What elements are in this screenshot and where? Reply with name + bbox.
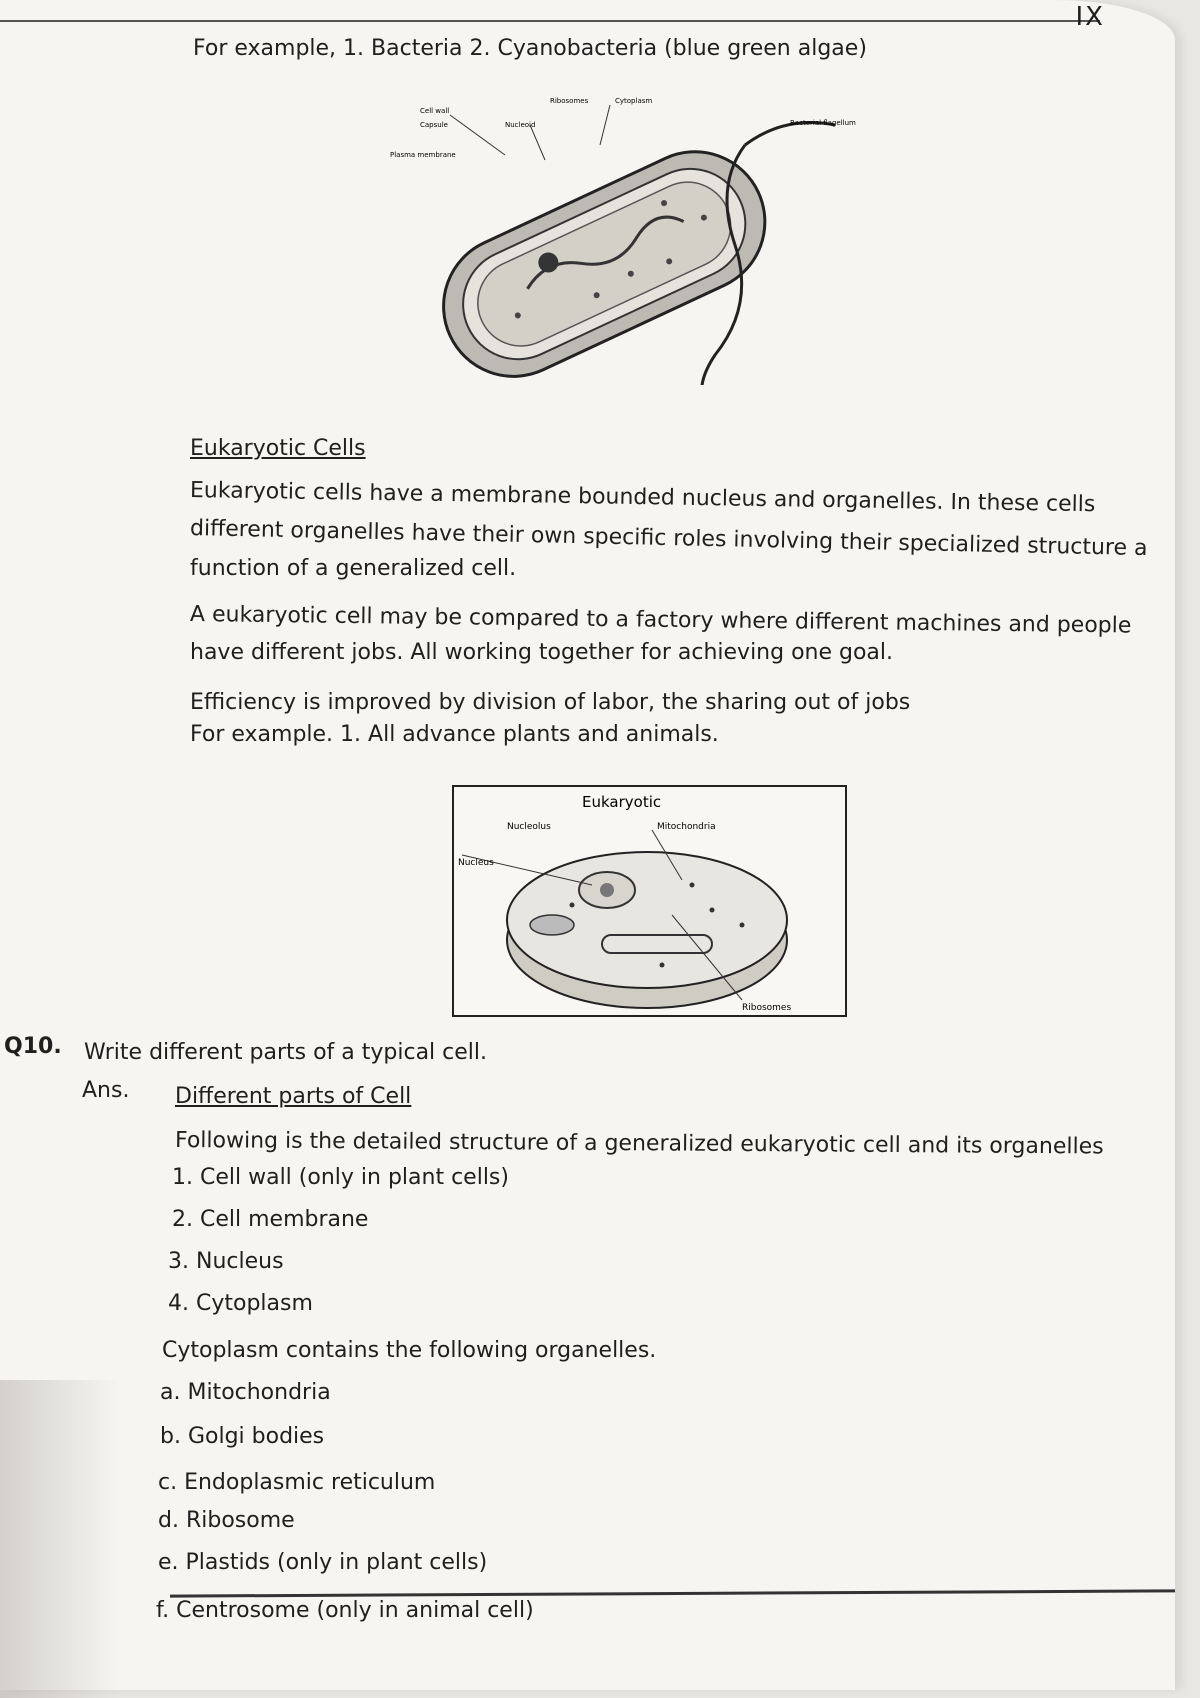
organelle-item: a. Mitochondria <box>160 1380 331 1405</box>
top-rule <box>0 20 1100 22</box>
organelle-item: c. Endoplasmic reticulum <box>158 1470 436 1495</box>
answer-intro: Following is the detailed structure of a generalized eukaryotic cell and its organelles <box>174 1128 1104 1160</box>
eukaryotic-cell-figure <box>452 785 847 1017</box>
part-item: 2. Cell membrane <box>172 1207 369 1232</box>
organelle-item: b. Golgi bodies <box>160 1424 325 1449</box>
label-capsule: Capsule <box>420 121 448 129</box>
label-nucleoid: Nucleoid <box>505 121 536 129</box>
label-cell-wall: Cell wall <box>420 107 450 115</box>
eukaryotic-para1-line1: Eukaryotic cells have a membrane bounded nucleus and organelles. In these cells <box>189 478 1096 518</box>
eukaryotic-para1-line2: different organelles have their own specific roles involving their specialized structure a <box>189 516 1148 562</box>
nucleolus <box>600 883 614 897</box>
label-nucleus: Nucleus <box>458 858 494 868</box>
question-number: Q10. <box>4 1034 62 1059</box>
prokaryotic-cell-figure <box>380 85 900 385</box>
part-item: 1. Cell wall (only in plant cells) <box>172 1165 509 1190</box>
mitochondrion <box>530 915 574 935</box>
eukaryotic-heading: Eukaryotic Cells <box>190 436 366 461</box>
part-item: 3. Nucleus <box>168 1249 284 1274</box>
eukaryotic-para2-line1: A eukaryotic cell may be compared to a factory where different machines and people <box>189 602 1132 639</box>
label-cytoplasm: Cytoplasm <box>615 97 653 105</box>
underline-rule <box>170 1589 1175 1597</box>
eukaryotic-para3: Efficiency is improved by division of labor, the sharing out of jobs <box>190 690 911 715</box>
cytoplasm-intro: Cytoplasm contains the following organelles. <box>162 1338 657 1363</box>
answer-label: Ans. <box>82 1078 130 1103</box>
eukaryotic-para2-line2: have different jobs. All working together for achieving one goal. <box>190 640 894 665</box>
label-mitochondria: Mitochondria <box>657 822 716 832</box>
label-nucleolus: Nucleolus <box>507 822 551 832</box>
organelle-item: d. Ribosome <box>158 1508 295 1533</box>
organelle-item: f. Centrosome (only in animal cell) <box>156 1598 534 1623</box>
label-plasma-membrane: Plasma membrane <box>390 151 456 159</box>
page-shadow <box>0 1380 120 1698</box>
question-text: Write different parts of a typical cell. <box>84 1040 488 1065</box>
eukaryotic-example: For example. 1. All advance plants and animals. <box>190 722 719 747</box>
label-ribosomes: Ribosomes <box>550 97 589 105</box>
eukaryotic-para1-line3: function of a generalized cell. <box>190 556 517 581</box>
organelle-item: e. Plastids (only in plant cells) <box>158 1550 488 1575</box>
label-flagellum: Bacterial flagellum <box>790 119 856 127</box>
corner-label: IX <box>1075 2 1105 32</box>
answer-heading: Different parts of Cell <box>175 1084 412 1109</box>
label-ribosomes-euk: Ribosomes <box>742 1003 792 1013</box>
figure-title: Eukaryotic <box>582 793 662 811</box>
part-item: 4. Cytoplasm <box>168 1291 313 1316</box>
prokaryote-examples: For example, 1. Bacteria 2. Cyanobacteria (blue green algae) <box>193 36 867 61</box>
